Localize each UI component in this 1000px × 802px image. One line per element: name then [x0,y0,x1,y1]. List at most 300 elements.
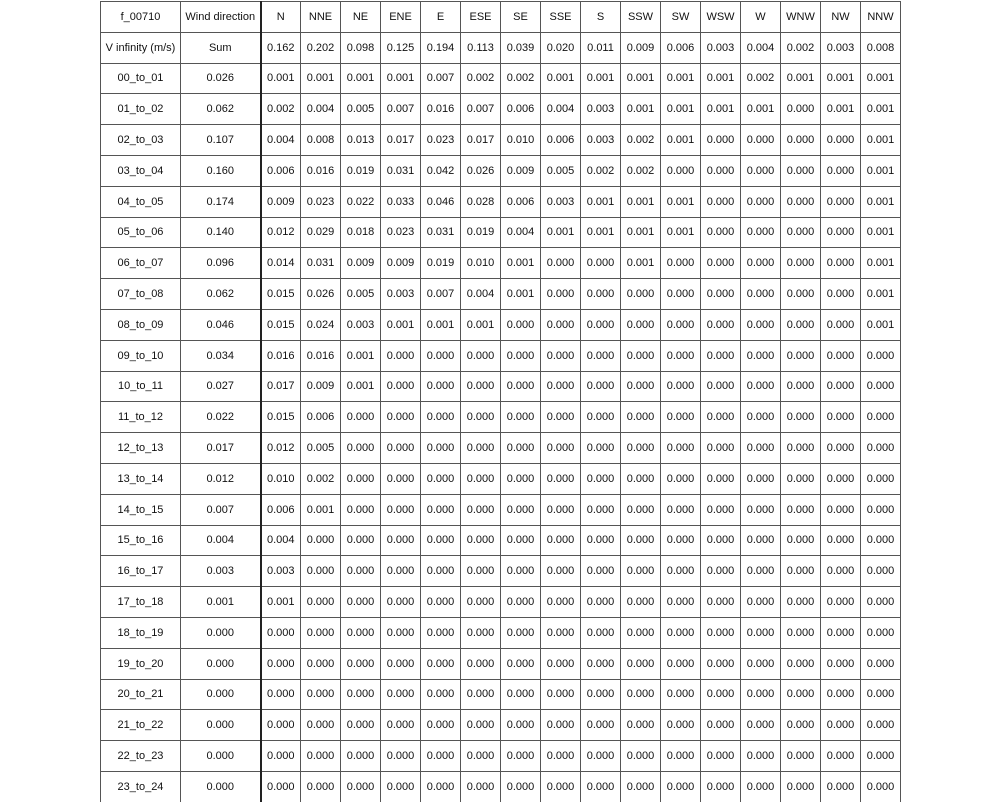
frequency-cell: 0.000 [581,617,621,648]
frequency-cell: 0.000 [741,587,781,618]
frequency-cell: 0.001 [621,217,661,248]
speed-bin-label: 03_to_04 [101,155,181,186]
frequency-cell: 0.042 [421,155,461,186]
corner-label: f_00710 [101,2,181,33]
frequency-cell: 0.000 [381,741,421,772]
frequency-cell: 0.004 [261,125,301,156]
frequency-cell: 0.000 [341,402,381,433]
frequency-cell: 0.000 [701,710,741,741]
frequency-cell: 0.000 [741,617,781,648]
frequency-cell: 0.001 [781,63,821,94]
speed-bin-label: 19_to_20 [101,648,181,679]
frequency-cell: 0.009 [301,371,341,402]
frequency-cell: 0.000 [581,248,621,279]
frequency-cell: 0.015 [261,279,301,310]
frequency-cell: 0.000 [661,309,701,340]
frequency-cell: 0.000 [781,556,821,587]
frequency-cell: 0.000 [701,494,741,525]
table-row [101,525,901,556]
speed-bin-label: 14_to_15 [101,494,181,525]
frequency-cell: 0.001 [621,186,661,217]
wind-direction-header: Wind direction [181,2,261,33]
frequency-cell: 0.000 [741,433,781,464]
frequency-cell: 0.000 [781,371,821,402]
frequency-cell: 0.000 [581,309,621,340]
frequency-cell: 0.001 [861,217,901,248]
frequency-cell: 0.000 [541,771,581,801]
frequency-cell: 0.001 [381,309,421,340]
frequency-cell: 0.000 [341,648,381,679]
frequency-cell: 0.000 [461,371,501,402]
frequency-cell: 0.000 [701,279,741,310]
frequency-cell: 0.001 [341,340,381,371]
frequency-cell: 0.000 [661,433,701,464]
direction-header-sse: SSE [541,2,581,33]
speed-bin-label: 08_to_09 [101,309,181,340]
frequency-cell: 0.000 [261,679,301,710]
frequency-cell: 0.000 [821,556,861,587]
direction-total: 0.003 [821,32,861,63]
frequency-cell: 0.000 [341,463,381,494]
frequency-cell: 0.000 [501,556,541,587]
table-row [101,433,901,464]
frequency-cell: 0.001 [661,186,701,217]
frequency-cell: 0.000 [541,710,581,741]
frequency-cell: 0.000 [781,710,821,741]
frequency-cell: 0.000 [301,710,341,741]
speed-bin-label: 18_to_19 [101,617,181,648]
frequency-cell: 0.000 [381,525,421,556]
frequency-cell: 0.000 [701,679,741,710]
frequency-cell: 0.000 [341,771,381,801]
frequency-cell: 0.000 [341,556,381,587]
frequency-cell: 0.000 [621,771,661,801]
row-sum: 0.003 [181,556,261,587]
frequency-cell: 0.000 [301,525,341,556]
frequency-cell: 0.000 [501,741,541,772]
direction-total: 0.202 [301,32,341,63]
frequency-cell: 0.000 [581,587,621,618]
frequency-cell: 0.000 [821,217,861,248]
frequency-cell: 0.000 [661,679,701,710]
table-row [101,648,901,679]
frequency-cell: 0.000 [741,248,781,279]
row-sum: 0.174 [181,186,261,217]
frequency-cell: 0.000 [781,94,821,125]
frequency-cell: 0.000 [621,309,661,340]
frequency-cell: 0.006 [301,402,341,433]
frequency-cell: 0.000 [381,648,421,679]
frequency-cell: 0.001 [581,217,621,248]
frequency-cell: 0.016 [421,94,461,125]
frequency-cell: 0.000 [741,556,781,587]
frequency-cell: 0.023 [381,217,421,248]
frequency-cell: 0.005 [301,433,341,464]
row-sum: 0.062 [181,279,261,310]
frequency-cell: 0.000 [341,433,381,464]
frequency-cell: 0.004 [261,525,301,556]
frequency-cell: 0.017 [461,125,501,156]
frequency-cell: 0.012 [261,433,301,464]
frequency-cell: 0.006 [541,125,581,156]
frequency-cell: 0.000 [541,556,581,587]
table-row [101,217,901,248]
frequency-cell: 0.013 [341,125,381,156]
frequency-cell: 0.000 [661,248,701,279]
frequency-cell: 0.007 [421,63,461,94]
frequency-cell: 0.019 [421,248,461,279]
frequency-cell: 0.003 [261,556,301,587]
direction-header-se: SE [501,2,541,33]
frequency-cell: 0.000 [421,371,461,402]
direction-total: 0.009 [621,32,661,63]
frequency-cell: 0.000 [741,155,781,186]
frequency-cell: 0.003 [581,94,621,125]
frequency-cell: 0.000 [461,710,501,741]
direction-total: 0.011 [581,32,621,63]
frequency-cell: 0.000 [861,741,901,772]
frequency-cell: 0.000 [501,371,541,402]
frequency-cell: 0.001 [501,279,541,310]
frequency-cell: 0.016 [301,155,341,186]
frequency-cell: 0.000 [381,340,421,371]
frequency-cell: 0.000 [341,525,381,556]
direction-header-ese: ESE [461,2,501,33]
frequency-cell: 0.001 [661,217,701,248]
direction-total: 0.113 [461,32,501,63]
frequency-cell: 0.000 [741,340,781,371]
frequency-cell: 0.000 [581,648,621,679]
frequency-cell: 0.000 [461,556,501,587]
row-sum: 0.034 [181,340,261,371]
frequency-cell: 0.000 [261,617,301,648]
frequency-cell: 0.000 [781,186,821,217]
frequency-cell: 0.000 [821,402,861,433]
table-row [101,186,901,217]
frequency-cell: 0.031 [381,155,421,186]
frequency-cell: 0.000 [621,617,661,648]
table-row [101,94,901,125]
frequency-cell: 0.000 [781,125,821,156]
row-sum: 0.026 [181,63,261,94]
frequency-cell: 0.000 [581,463,621,494]
frequency-cell: 0.000 [381,371,421,402]
frequency-cell: 0.012 [261,217,301,248]
frequency-cell: 0.000 [661,771,701,801]
frequency-cell: 0.004 [501,217,541,248]
frequency-cell: 0.000 [421,556,461,587]
row-sum: 0.046 [181,309,261,340]
direction-total: 0.039 [501,32,541,63]
frequency-cell: 0.000 [821,648,861,679]
direction-total: 0.003 [701,32,741,63]
frequency-cell: 0.000 [541,648,581,679]
direction-header-w: W [741,2,781,33]
frequency-cell: 0.000 [421,340,461,371]
direction-total: 0.008 [861,32,901,63]
frequency-cell: 0.000 [861,710,901,741]
frequency-cell: 0.000 [701,556,741,587]
frequency-cell: 0.000 [421,525,461,556]
frequency-cell: 0.000 [541,463,581,494]
frequency-cell: 0.001 [501,248,541,279]
speed-bin-label: 01_to_02 [101,94,181,125]
table-row [101,402,901,433]
speed-bin-label: 21_to_22 [101,710,181,741]
frequency-cell: 0.000 [301,648,341,679]
frequency-cell: 0.002 [741,63,781,94]
frequency-cell: 0.002 [501,63,541,94]
frequency-cell: 0.000 [261,771,301,801]
frequency-cell: 0.009 [261,186,301,217]
frequency-cell: 0.000 [341,494,381,525]
table-row [101,248,901,279]
direction-header-ssw: SSW [621,2,661,33]
frequency-cell: 0.001 [701,63,741,94]
totals-row [101,32,901,63]
frequency-cell: 0.000 [821,125,861,156]
frequency-cell: 0.000 [381,494,421,525]
frequency-cell: 0.000 [741,371,781,402]
row-sum: 0.004 [181,525,261,556]
frequency-cell: 0.017 [261,371,301,402]
row-sum: 0.001 [181,587,261,618]
table-row [101,125,901,156]
frequency-cell: 0.000 [781,217,821,248]
frequency-cell: 0.001 [341,371,381,402]
frequency-cell: 0.000 [781,679,821,710]
frequency-cell: 0.019 [461,217,501,248]
frequency-cell: 0.000 [501,587,541,618]
frequency-cell: 0.000 [861,371,901,402]
frequency-cell: 0.000 [661,494,701,525]
frequency-cell: 0.000 [781,587,821,618]
row-sum: 0.000 [181,648,261,679]
frequency-cell: 0.000 [461,402,501,433]
frequency-cell: 0.000 [821,371,861,402]
frequency-cell: 0.001 [861,94,901,125]
frequency-cell: 0.000 [421,771,461,801]
frequency-cell: 0.000 [741,525,781,556]
frequency-cell: 0.000 [381,617,421,648]
frequency-cell: 0.000 [781,525,821,556]
frequency-cell: 0.015 [261,402,301,433]
table-row [101,679,901,710]
frequency-cell: 0.000 [381,463,421,494]
frequency-cell: 0.000 [861,494,901,525]
frequency-cell: 0.000 [541,371,581,402]
frequency-cell: 0.000 [861,648,901,679]
frequency-cell: 0.000 [701,340,741,371]
frequency-cell: 0.002 [461,63,501,94]
frequency-cell: 0.000 [621,710,661,741]
table-row [101,617,901,648]
frequency-cell: 0.000 [701,587,741,618]
frequency-cell: 0.000 [741,125,781,156]
frequency-cell: 0.000 [741,402,781,433]
frequency-cell: 0.000 [421,463,461,494]
frequency-cell: 0.000 [541,587,581,618]
frequency-cell: 0.000 [581,402,621,433]
frequency-cell: 0.000 [861,340,901,371]
frequency-cell: 0.000 [741,217,781,248]
frequency-cell: 0.001 [421,309,461,340]
frequency-cell: 0.000 [421,617,461,648]
frequency-cell: 0.007 [381,94,421,125]
frequency-cell: 0.000 [781,617,821,648]
frequency-cell: 0.000 [461,679,501,710]
speed-bin-label: 17_to_18 [101,587,181,618]
direction-total: 0.004 [741,32,781,63]
frequency-cell: 0.000 [781,340,821,371]
frequency-cell: 0.000 [581,525,621,556]
frequency-cell: 0.000 [461,741,501,772]
frequency-cell: 0.000 [701,186,741,217]
frequency-cell: 0.000 [861,617,901,648]
frequency-cell: 0.005 [541,155,581,186]
frequency-cell: 0.000 [581,340,621,371]
frequency-cell: 0.001 [541,63,581,94]
table-row [101,741,901,772]
frequency-cell: 0.000 [821,463,861,494]
direction-header-ne: NE [341,2,381,33]
frequency-cell: 0.001 [861,309,901,340]
frequency-cell: 0.001 [461,309,501,340]
frequency-cell: 0.000 [621,741,661,772]
frequency-cell: 0.001 [661,94,701,125]
direction-total: 0.194 [421,32,461,63]
frequency-cell: 0.015 [261,309,301,340]
frequency-cell: 0.000 [621,433,661,464]
frequency-cell: 0.001 [341,63,381,94]
direction-header-nne: NNE [301,2,341,33]
frequency-cell: 0.000 [861,525,901,556]
frequency-cell: 0.000 [861,587,901,618]
speed-bin-label: 04_to_05 [101,186,181,217]
frequency-cell: 0.000 [701,248,741,279]
direction-total: 0.125 [381,32,421,63]
row-sum: 0.007 [181,494,261,525]
frequency-cell: 0.000 [701,525,741,556]
frequency-cell: 0.000 [541,309,581,340]
direction-header-s: S [581,2,621,33]
sum-label: Sum [181,32,261,63]
frequency-cell: 0.009 [341,248,381,279]
frequency-cell: 0.001 [381,63,421,94]
frequency-cell: 0.000 [621,402,661,433]
speed-bin-label: 06_to_07 [101,248,181,279]
frequency-cell: 0.000 [821,741,861,772]
frequency-cell: 0.000 [541,340,581,371]
frequency-cell: 0.000 [381,556,421,587]
frequency-cell: 0.001 [861,279,901,310]
frequency-cell: 0.000 [421,402,461,433]
frequency-cell: 0.001 [621,248,661,279]
row-sum: 0.000 [181,771,261,801]
frequency-cell: 0.023 [421,125,461,156]
frequency-cell: 0.024 [301,309,341,340]
frequency-cell: 0.000 [701,309,741,340]
direction-total: 0.002 [781,32,821,63]
table-row [101,309,901,340]
frequency-cell: 0.009 [381,248,421,279]
table-row [101,63,901,94]
frequency-cell: 0.000 [461,463,501,494]
frequency-cell: 0.000 [381,679,421,710]
frequency-cell: 0.000 [381,710,421,741]
frequency-cell: 0.000 [741,463,781,494]
frequency-cell: 0.000 [581,433,621,464]
frequency-cell: 0.000 [781,463,821,494]
frequency-cell: 0.000 [541,494,581,525]
frequency-cell: 0.000 [541,617,581,648]
frequency-cell: 0.000 [461,525,501,556]
frequency-cell: 0.000 [621,463,661,494]
direction-header-n: N [261,2,301,33]
frequency-cell: 0.000 [421,741,461,772]
frequency-cell: 0.000 [621,371,661,402]
frequency-cell: 0.033 [381,186,421,217]
frequency-cell: 0.000 [621,679,661,710]
table-row [101,587,901,618]
frequency-cell: 0.000 [701,402,741,433]
frequency-cell: 0.000 [501,309,541,340]
direction-header-ene: ENE [381,2,421,33]
frequency-cell: 0.000 [861,556,901,587]
frequency-cell: 0.000 [661,371,701,402]
frequency-cell: 0.001 [661,63,701,94]
row-sum: 0.012 [181,463,261,494]
row-sum: 0.027 [181,371,261,402]
speed-bin-label: 07_to_08 [101,279,181,310]
frequency-cell: 0.000 [581,279,621,310]
frequency-cell: 0.001 [541,217,581,248]
frequency-cell: 0.000 [381,771,421,801]
frequency-cell: 0.004 [461,279,501,310]
frequency-cell: 0.000 [861,679,901,710]
frequency-cell: 0.000 [861,463,901,494]
frequency-cell: 0.005 [341,94,381,125]
frequency-cell: 0.000 [501,679,541,710]
frequency-cell: 0.018 [341,217,381,248]
frequency-cell: 0.000 [421,679,461,710]
frequency-cell: 0.000 [581,741,621,772]
frequency-cell: 0.000 [261,648,301,679]
frequency-cell: 0.000 [741,494,781,525]
frequency-cell: 0.019 [341,155,381,186]
frequency-cell: 0.000 [501,494,541,525]
frequency-cell: 0.000 [301,587,341,618]
frequency-cell: 0.000 [421,648,461,679]
frequency-cell: 0.000 [701,217,741,248]
speed-bin-label: 10_to_11 [101,371,181,402]
frequency-cell: 0.001 [581,63,621,94]
table-row [101,556,901,587]
frequency-cell: 0.000 [701,125,741,156]
frequency-cell: 0.000 [501,648,541,679]
frequency-cell: 0.000 [541,248,581,279]
frequency-cell: 0.028 [461,186,501,217]
frequency-cell: 0.001 [261,63,301,94]
frequency-cell: 0.000 [581,556,621,587]
frequency-cell: 0.000 [421,433,461,464]
frequency-cell: 0.000 [741,309,781,340]
frequency-cell: 0.002 [621,155,661,186]
frequency-cell: 0.000 [861,402,901,433]
frequency-cell: 0.000 [341,617,381,648]
frequency-cell: 0.000 [661,648,701,679]
frequency-cell: 0.007 [461,94,501,125]
